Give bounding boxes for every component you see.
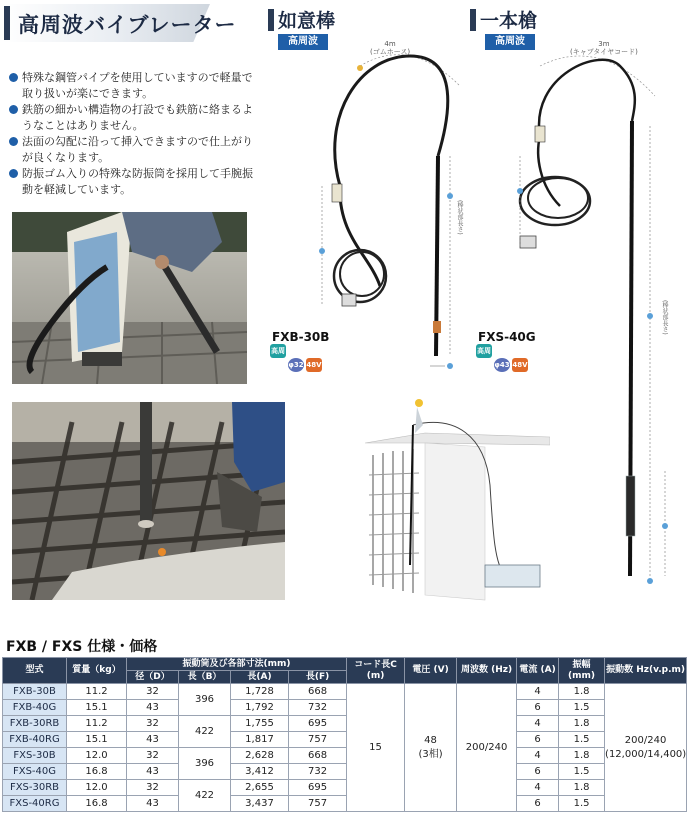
- cell-weight: 15.1: [67, 732, 127, 748]
- feature-item: 鉄筋の細かい構造物の打設でも鉄筋に絡まるようなことはありません。: [8, 102, 258, 133]
- cell-current: 4: [517, 748, 559, 764]
- cell-current: 6: [517, 764, 559, 780]
- feature-item: 特殊な鋼管パイプを使用していますので軽量で取り扱いが楽にできます。: [8, 70, 258, 101]
- table-row: [3, 764, 687, 780]
- col-weight: 質量（kg）: [67, 658, 127, 684]
- cell-model: FXB-40G: [3, 700, 67, 716]
- cell-len-f: 757: [289, 732, 347, 748]
- cell-current: 4: [517, 780, 559, 796]
- frequency-icon: 高周波: [476, 344, 492, 358]
- col-freq: 周波数 (Hz): [457, 658, 517, 684]
- cell-len-f: 668: [289, 684, 347, 700]
- table-row: [3, 732, 687, 748]
- col-len-b: 長（B）: [179, 671, 231, 684]
- frequency-icon: 高周波: [270, 344, 286, 358]
- fxb-spec-icons: [270, 344, 324, 372]
- cell-len-f: 757: [289, 796, 347, 812]
- cell-len-a: 2,655: [231, 780, 289, 796]
- col-dims: 振動筒及び各部寸法(mm): [127, 658, 347, 671]
- cell-model: FXB-40RG: [3, 732, 67, 748]
- fxb-product-drawing: [300, 36, 480, 376]
- bullet-icon: [9, 105, 18, 114]
- frequency-badge: 高周波: [485, 34, 535, 50]
- cell-len-a: 3,412: [231, 764, 289, 780]
- cell-weight: 11.2: [67, 716, 127, 732]
- bullet-icon: [9, 169, 18, 178]
- voltage-icon: 48V: [512, 358, 528, 372]
- cell-len-a: 3,437: [231, 796, 289, 812]
- fxb-model-label: FXB-30B: [272, 330, 330, 344]
- cell-voltage: 48 (3相): [405, 684, 457, 812]
- diameter-icon: φ32: [288, 358, 304, 372]
- cell-current: 4: [517, 716, 559, 732]
- col-current: 電流 (A): [517, 658, 559, 684]
- bullet-icon: [9, 137, 18, 146]
- cell-len-a: 1,755: [231, 716, 289, 732]
- cell-amplitude: 1.8: [559, 716, 605, 732]
- page-title: 高周波バイブレーター: [18, 13, 237, 37]
- cell-weight: 16.8: [67, 796, 127, 812]
- cell-len-a: 1,817: [231, 732, 289, 748]
- fxs-body-length-note: (棒状部長さ): [661, 300, 668, 335]
- cell-len-f: 732: [289, 764, 347, 780]
- voltage-icon: 48V: [306, 358, 322, 372]
- spec-section-title: FXB / FXS 仕様・価格: [6, 639, 158, 655]
- cell-len-a: 1,792: [231, 700, 289, 716]
- fxb-body-length-note: (棒状部長さ): [456, 200, 463, 235]
- cell-cord: 15: [347, 684, 405, 812]
- col-cord: コード長C (m): [347, 658, 405, 684]
- cell-len-a: 1,728: [231, 684, 289, 700]
- cell-diam: 32: [127, 780, 179, 796]
- page-title-banner: [2, 4, 237, 42]
- feature-item: 法面の勾配に沿って挿入できますので仕上がりが良くなります。: [8, 134, 258, 165]
- col-amplitude: 振幅 (mm): [559, 658, 605, 684]
- product-heading-fxb: 如意棒: [268, 6, 335, 33]
- cell-diam: 32: [127, 716, 179, 732]
- table-row: [3, 700, 687, 716]
- cell-model: FXS-30B: [3, 748, 67, 764]
- col-vib: 振動数 Hz(v.p.m): [605, 658, 687, 684]
- cell-current: 6: [517, 700, 559, 716]
- table-header-row: [3, 658, 687, 671]
- cell-len-b: 396: [179, 684, 231, 716]
- spec-table: [2, 657, 687, 812]
- cell-model: FXB-30B: [3, 684, 67, 700]
- cell-len-f: 695: [289, 780, 347, 796]
- fxs-spec-icons: [476, 344, 530, 372]
- product-heading-fxs: 一本槍: [470, 6, 537, 33]
- cell-diam: 32: [127, 684, 179, 700]
- cell-current: 6: [517, 732, 559, 748]
- cell-vib: 200/240 (12,000/14,400): [605, 684, 687, 812]
- cell-model: FXS-30RB: [3, 780, 67, 796]
- cell-model: FXS-40RG: [3, 796, 67, 812]
- cell-weight: 12.0: [67, 780, 127, 796]
- cell-amplitude: 1.5: [559, 796, 605, 812]
- feature-item: 防振ゴム入りの特殊な防振筒を採用して手腕振動を軽減しています。: [8, 166, 258, 197]
- table-row: [3, 796, 687, 812]
- cell-amplitude: 1.5: [559, 732, 605, 748]
- cell-model: FXS-40G: [3, 764, 67, 780]
- cell-amplitude: 1.5: [559, 700, 605, 716]
- heading-mark: [470, 9, 476, 31]
- cell-current: 4: [517, 684, 559, 700]
- cell-diam: 43: [127, 732, 179, 748]
- col-len-a: 長(A): [231, 671, 289, 684]
- table-row: [3, 716, 687, 732]
- title-accent-bar: [4, 6, 10, 40]
- cell-model: FXB-30RB: [3, 716, 67, 732]
- cell-amplitude: 1.8: [559, 780, 605, 796]
- cell-len-b: 422: [179, 780, 231, 812]
- cell-len-f: 668: [289, 748, 347, 764]
- diameter-icon: φ43: [494, 358, 510, 372]
- cell-len-b: 422: [179, 716, 231, 748]
- col-voltage: 電圧 (V): [405, 658, 457, 684]
- fxs-model-label: FXS-40G: [478, 330, 536, 344]
- fxs-cord-dimension: 3m (キャブタイヤコード): [570, 40, 638, 56]
- cell-amplitude: 1.8: [559, 748, 605, 764]
- col-len-f: 長(F): [289, 671, 347, 684]
- table-row: [3, 748, 687, 764]
- cell-weight: 11.2: [67, 684, 127, 700]
- col-model: 型式: [3, 658, 67, 684]
- cell-len-f: 695: [289, 716, 347, 732]
- cell-amplitude: 1.8: [559, 684, 605, 700]
- heading-mark: [268, 9, 274, 31]
- cell-len-a: 2,628: [231, 748, 289, 764]
- table-row: [3, 684, 687, 700]
- fxb-cord-dimension: 4m (ゴムホース): [370, 40, 411, 56]
- cell-diam: 43: [127, 700, 179, 716]
- worker-photo: [12, 212, 247, 384]
- cell-weight: 16.8: [67, 764, 127, 780]
- cell-weight: 12.0: [67, 748, 127, 764]
- cell-weight: 15.1: [67, 700, 127, 716]
- cell-diam: 43: [127, 796, 179, 812]
- cell-len-f: 732: [289, 700, 347, 716]
- cell-diam: 32: [127, 748, 179, 764]
- frequency-badge: 高周波: [278, 34, 328, 50]
- feature-list: [8, 70, 258, 198]
- bullet-icon: [9, 73, 18, 82]
- cell-current: 6: [517, 796, 559, 812]
- col-diam: 径（D）: [127, 671, 179, 684]
- cell-diam: 43: [127, 764, 179, 780]
- cell-amplitude: 1.5: [559, 764, 605, 780]
- table-row: [3, 780, 687, 796]
- cell-freq: 200/240: [457, 684, 517, 812]
- usage-illustration: [365, 395, 550, 605]
- cell-len-b: 396: [179, 748, 231, 780]
- rebar-photo: [12, 402, 285, 600]
